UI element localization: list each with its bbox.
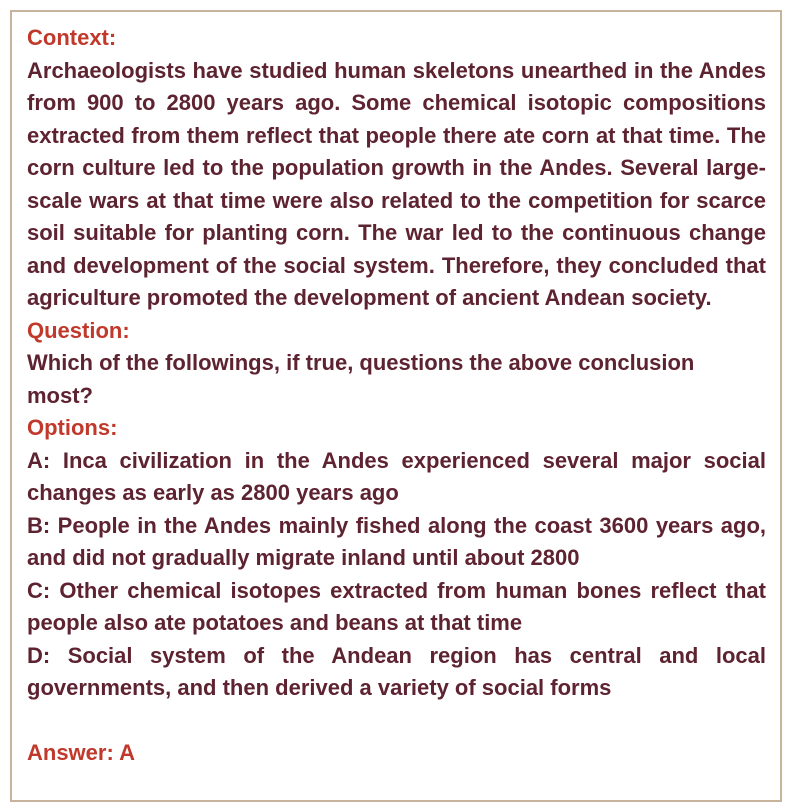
answer-text: Answer: A	[27, 739, 135, 765]
question-heading: Question:	[27, 317, 130, 343]
context-text: Archaeologists have studied human skeletons unearthed in the Andes from 900 to 2800 years ago. Some chemical isotopic compositions extracted from them reflect that people there ate corn at that time. The corn culture led to the population growth in the Andes. Several large-scale wars at that time were also related to the competition for scarce soil suitable for planting corn. The war led to the continuous change and development of the social system. Therefore, they concluded that agriculture promoted the development of ancient Andean society.	[27, 57, 766, 310]
options-heading: Options:	[27, 415, 118, 440]
question-text: Which of the followings, if true, questions the above conclusion most?	[27, 350, 695, 408]
option-b: B: People in the Andes mainly fished along the coast 3600 years ago, and did not gradually migrate inland until about 2800	[27, 512, 766, 570]
question-card	[10, 10, 782, 802]
option-d: D: Social system of the Andean region has central and local governments, and then derived a variety of social forms	[27, 642, 766, 700]
option-c: C: Other chemical isotopes extracted from human bones reflect that people also ate potatoes and beans at that time	[27, 577, 766, 635]
option-a: A: Inca civilization in the Andes experienced several major social changes as early as 2800 years ago	[27, 447, 766, 505]
context-heading: Context:	[27, 25, 117, 50]
